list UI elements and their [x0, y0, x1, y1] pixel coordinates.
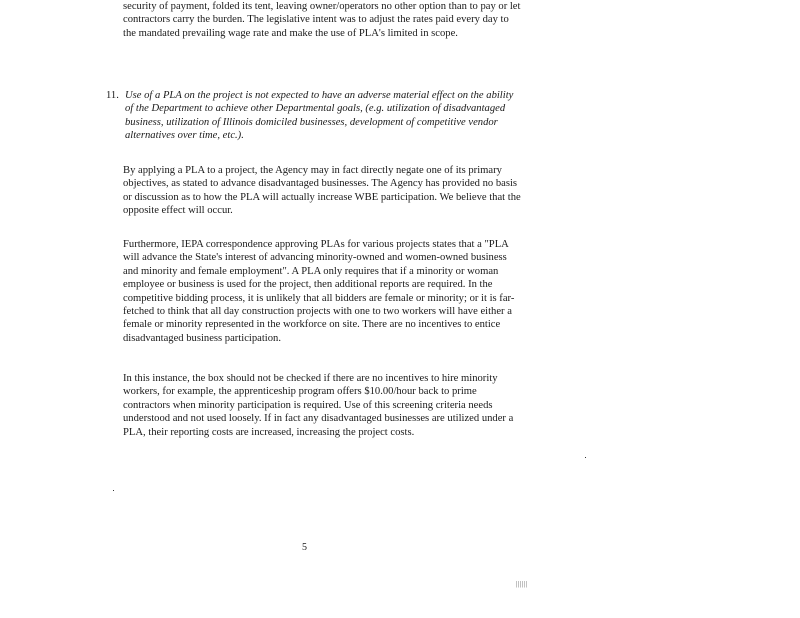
item-number: 11. — [106, 90, 119, 101]
scan-speck — [113, 490, 114, 491]
item-heading-text: Use of a PLA on the project is not expected to have an adverse material effect on the ability of the Department to achieve other Departmental goals, (e.g. utilization of disadvantaged business, utilization of Illinois domiciled businesses, development of competitive vendor alternatives over time, etc.). — [125, 90, 514, 142]
paragraph-1: By applying a PLA to a project, the Agency may in fact directly negate one of its primary objectives, as stated to advance disadvantaged businesses. The Agency has provided no basis or discussion as to how the PLA will actually increase WBE participation. We believe that the opposite effect will occur. — [123, 165, 521, 217]
paragraph-3: In this instance, the box should not be checked if there are no incentives to hire minority workers, for example, the apprenticeship program offers $10.00/hour back to prime contractors when minority participation is required. Use of this screening criteria needs understood and not used loosely. If in fact any disadvantaged businesses are utilized under a PLA, their reporting costs are increased, increasing the project costs. — [123, 373, 514, 438]
page-number: 5 — [302, 542, 307, 553]
scan-speck — [585, 457, 586, 458]
paragraph-2: Furthermore, IEPA correspondence approving PLAs for various projects states that a "PLA will advance the State's interest of advancing minority-owned and women-owned business and minority and female employment". A PLA only requires that if a minority or woman employee or business is used for the project, then additional reports are required. In the competitive bidding process, it is unlikely that all bidders are female or minority; or it is far-fetched to think that all day construction projects with one to two workers will have either a female or minority represented in the workforce on site. There are no incentives to entice disadvantaged business participation. — [123, 239, 515, 344]
scan-stamp: |||||| — [516, 580, 528, 588]
paragraph-continued: security of payment, folded its tent, leaving owner/operators no other option than to pay or let contractors carry the burden. The legislative intent was to adjust the rates paid every day to the mandated prevailing wage rate and make the use of PLA's limited in scope. — [123, 1, 521, 39]
